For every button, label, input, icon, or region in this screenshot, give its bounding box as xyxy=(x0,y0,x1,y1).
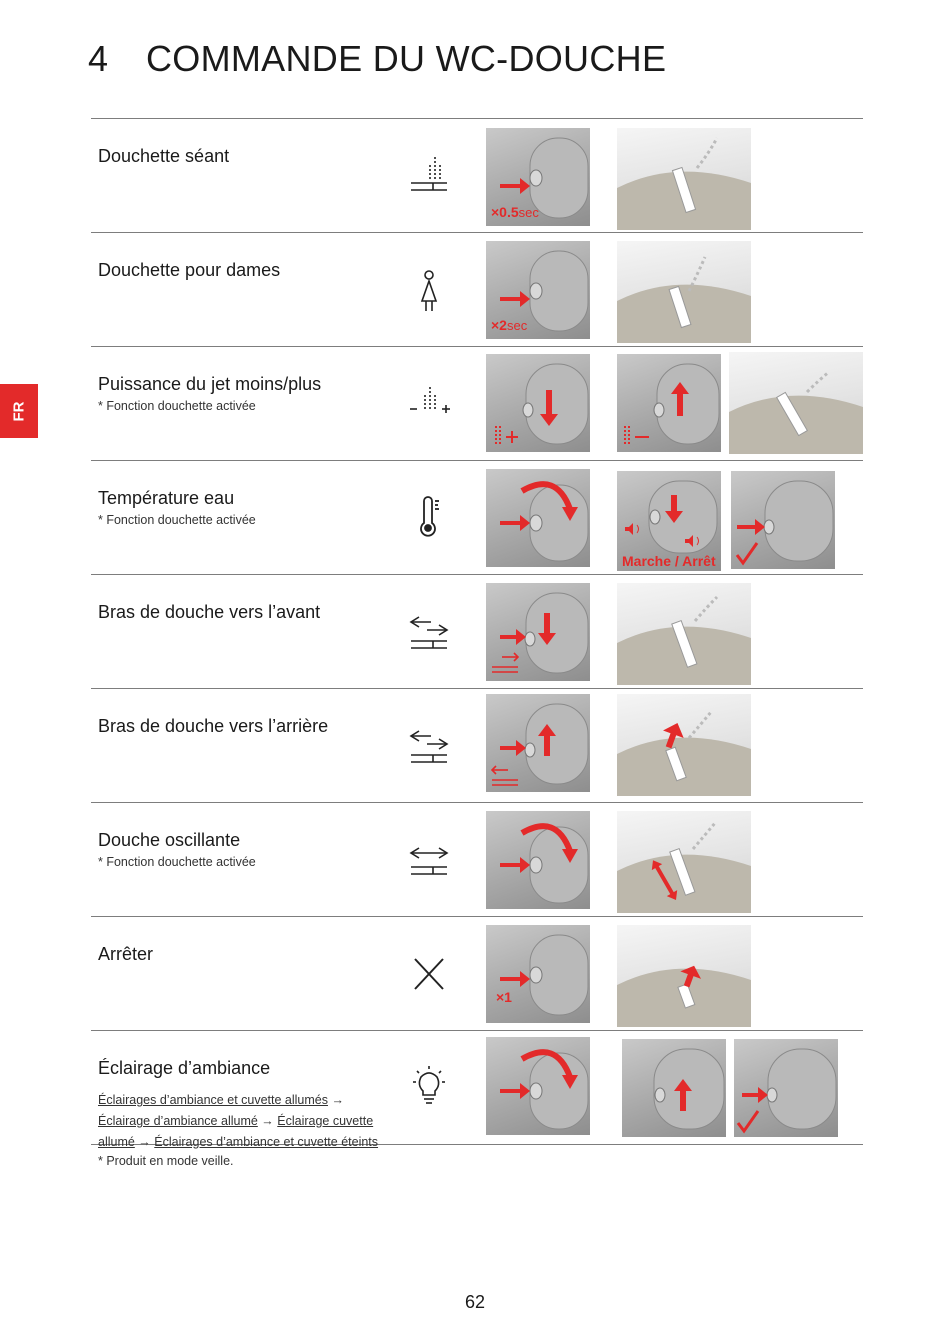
arm-forward-icon xyxy=(409,611,449,655)
row-title: Bras de douche vers l’avant xyxy=(98,602,321,622)
row-note: * Fonction douchette activée xyxy=(98,513,256,527)
table-row xyxy=(91,1030,863,1168)
ambient-step-1: Éclairages d’ambiance et cuvette allumés xyxy=(98,1093,328,1107)
stop-press-image xyxy=(486,925,590,1023)
row-title: Douchette pour dames xyxy=(98,260,281,280)
language-tab-label: FR xyxy=(10,401,28,421)
press-count-label: ×1 xyxy=(496,989,512,1005)
row-note: * Fonction douchette activée xyxy=(98,399,256,413)
table-row xyxy=(91,574,863,688)
table-row xyxy=(91,802,863,916)
lady-shower-icon xyxy=(409,269,449,313)
confirm-press-image xyxy=(731,471,835,569)
bowl-spray-image xyxy=(729,352,863,454)
jet-minus-image xyxy=(617,354,721,452)
thermometer-icon xyxy=(409,495,449,539)
row-title: Arrêter xyxy=(98,944,154,964)
light-bulb-icon xyxy=(409,1065,449,1109)
seat-shower-icon xyxy=(409,155,449,199)
nozzle-press-image xyxy=(486,128,590,226)
ambient-step-2: Éclairage d’ambiance allumé xyxy=(98,1114,258,1128)
ambient-toggle-image xyxy=(622,1039,726,1137)
table-row xyxy=(91,916,863,1030)
controls-table xyxy=(91,118,863,1168)
table-row xyxy=(91,460,863,574)
row-title: Bras de douche vers l’arrière xyxy=(98,716,329,736)
row-note: * Fonction douchette activée xyxy=(98,855,256,869)
row-note: * Produit en mode veille. xyxy=(98,1154,234,1168)
bowl-arm-backward-image xyxy=(617,694,751,796)
bowl-stop-image xyxy=(617,925,751,1027)
language-tab xyxy=(0,384,38,438)
ambient-step-3: Éclairage cuvette allumé xyxy=(98,1114,374,1149)
row-title: Douchette séant xyxy=(98,146,230,166)
oscillating-rotate-image xyxy=(486,811,590,909)
oscillating-icon xyxy=(409,839,449,883)
jet-plus-image xyxy=(486,354,590,452)
bowl-oscillating-image xyxy=(617,811,751,913)
row-title: Douche oscillante xyxy=(98,830,241,850)
chapter-number: 4 xyxy=(88,38,109,79)
stop-icon xyxy=(409,953,449,997)
press-duration-label: ×0.5sec xyxy=(491,204,539,220)
bowl-arm-forward-image xyxy=(617,583,751,685)
nozzle-press-image xyxy=(486,241,590,339)
page-number: 62 xyxy=(464,1292,486,1312)
press-duration-label: ×2sec xyxy=(491,317,528,333)
temperature-rotate-image xyxy=(486,469,590,567)
table-row xyxy=(91,232,863,346)
arm-forward-press-image xyxy=(486,583,590,681)
page-title: COMMANDE DU WC-DOUCHE xyxy=(146,38,667,79)
table-row xyxy=(91,118,863,232)
ambient-rotate-image xyxy=(486,1037,590,1135)
ambient-step-4: Éclairages d’ambiance et cuvette éteints xyxy=(154,1135,379,1149)
arm-backward-icon xyxy=(409,725,449,769)
toggle-label: Marche / Arrêt xyxy=(622,553,716,569)
row-title: Puissance du jet moins/plus xyxy=(98,374,322,394)
jet-power-icon xyxy=(407,383,453,427)
table-row xyxy=(91,688,863,802)
ambient-confirm-image xyxy=(734,1039,838,1137)
row-title: Température eau xyxy=(98,488,235,508)
toggle-sound-image xyxy=(617,471,721,571)
row-title: Éclairage d’ambiance xyxy=(98,1058,271,1078)
arm-backward-press-image xyxy=(486,694,590,792)
bowl-spray-image xyxy=(617,128,751,230)
bowl-spray-image xyxy=(617,241,751,343)
ambient-sequence: Éclairages d’ambiance et cuvette allumés → Éclairage d’ambiance allumé → Éclairage cuvette allumé → Éclairages d’ambiance et cuvette éteints xyxy=(98,1093,379,1149)
table-row xyxy=(91,346,863,460)
